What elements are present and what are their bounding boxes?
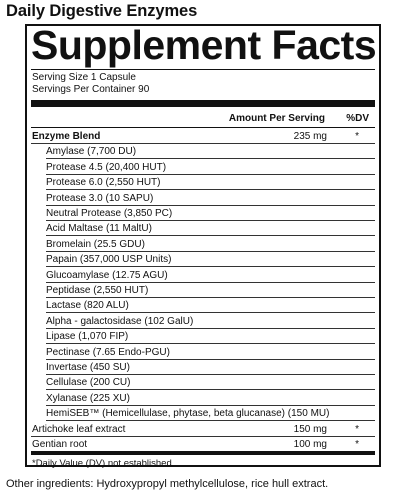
dv-value: *: [355, 439, 359, 450]
divider: [31, 69, 375, 70]
footnote: *Daily Value (DV) not established.: [32, 458, 175, 469]
amount-value: 150 mg: [293, 423, 327, 435]
dv-value: *: [355, 423, 359, 435]
ingredient-name: Enzyme Blend: [32, 131, 101, 142]
ingredient-row: [27, 129, 379, 144]
enzyme-row: [27, 329, 379, 344]
enzyme-row: [27, 406, 379, 421]
ingredient-name: Xylanase (225 XU): [46, 392, 130, 404]
enzyme-row: [27, 160, 379, 175]
enzyme-row: [27, 314, 379, 329]
ingredient-name: HemiSEB™ (Hemicellulase, phytase, beta glucanase) (150 MU): [46, 408, 330, 420]
enzyme-row: [27, 375, 379, 390]
enzyme-row: [27, 345, 379, 360]
ingredient-name: Protease 3.0 (10 SAPU): [46, 192, 154, 204]
ingredient-name: Lipase (1,070 FIP): [46, 331, 129, 343]
enzyme-row: [27, 252, 379, 267]
ingredient-name: Acid Maltase (11 MaltU): [46, 223, 152, 235]
ingredient-name: Cellulase (200 CU): [46, 377, 131, 389]
ingredient-name: Protease 4.5 (20,400 HUT): [46, 161, 167, 173]
enzyme-row: [27, 191, 379, 206]
serving-size: Serving Size 1 Capsule: [32, 72, 136, 83]
enzyme-row: [27, 206, 379, 221]
enzyme-row: [27, 175, 379, 190]
ingredient-name: Invertase (450 SU): [46, 362, 130, 373]
enzyme-row: [27, 144, 379, 159]
enzyme-row: [27, 391, 379, 406]
dv-value: *: [355, 131, 359, 142]
product-name: Daily Digestive Enzymes: [6, 2, 198, 20]
enzyme-row: [27, 237, 379, 252]
panel-title: Supplement Facts: [31, 22, 377, 68]
ingredient-row: [27, 437, 379, 452]
enzyme-row: [27, 298, 379, 313]
enzyme-row: [27, 283, 379, 298]
ingredient-row: [27, 422, 379, 437]
enzyme-row: [27, 360, 379, 375]
ingredient-name: Amylase (7,700 DU): [46, 146, 137, 158]
ingredient-name: Artichoke leaf extract: [32, 423, 126, 435]
amount-value: 235 mg: [293, 131, 327, 142]
ingredient-name: Protease 6.0 (2,550 HUT): [46, 177, 161, 189]
thick-divider: [31, 451, 375, 455]
thick-divider: [31, 100, 375, 107]
supplement-facts-panel: [25, 24, 381, 467]
column-header: [27, 112, 379, 128]
ingredient-name: Pectinase (7.65 Endo-PGU): [46, 346, 170, 358]
dv-header: %DV: [346, 113, 369, 124]
ingredient-name: Lactase (820 ALU): [46, 300, 129, 312]
ingredient-name: Glucoamylase (12.75 AGU): [46, 269, 168, 281]
divider: [31, 127, 375, 128]
ingredient-name: Alpha - galactosidase (102 GalU): [46, 315, 194, 327]
ingredient-name: Bromelain (25.5 GDU): [46, 238, 145, 250]
ingredient-name: Peptidase (2,550 HUT): [46, 285, 149, 296]
servings-per-container: Servings Per Container 90: [32, 84, 150, 95]
enzyme-row: [27, 268, 379, 283]
ingredient-name: Papain (357,000 USP Units): [46, 254, 172, 266]
amount-value: 100 mg: [293, 439, 327, 450]
amount-per-serving-header: Amount Per Serving: [228, 113, 325, 124]
enzyme-row: [27, 221, 379, 236]
ingredient-name: Neutral Protease (3,850 PC): [46, 208, 173, 219]
ingredient-name: Gentian root: [32, 439, 88, 450]
other-ingredients: Other ingredients: Hydroxypropyl methylcellulose, rice hull extract.: [6, 478, 329, 490]
